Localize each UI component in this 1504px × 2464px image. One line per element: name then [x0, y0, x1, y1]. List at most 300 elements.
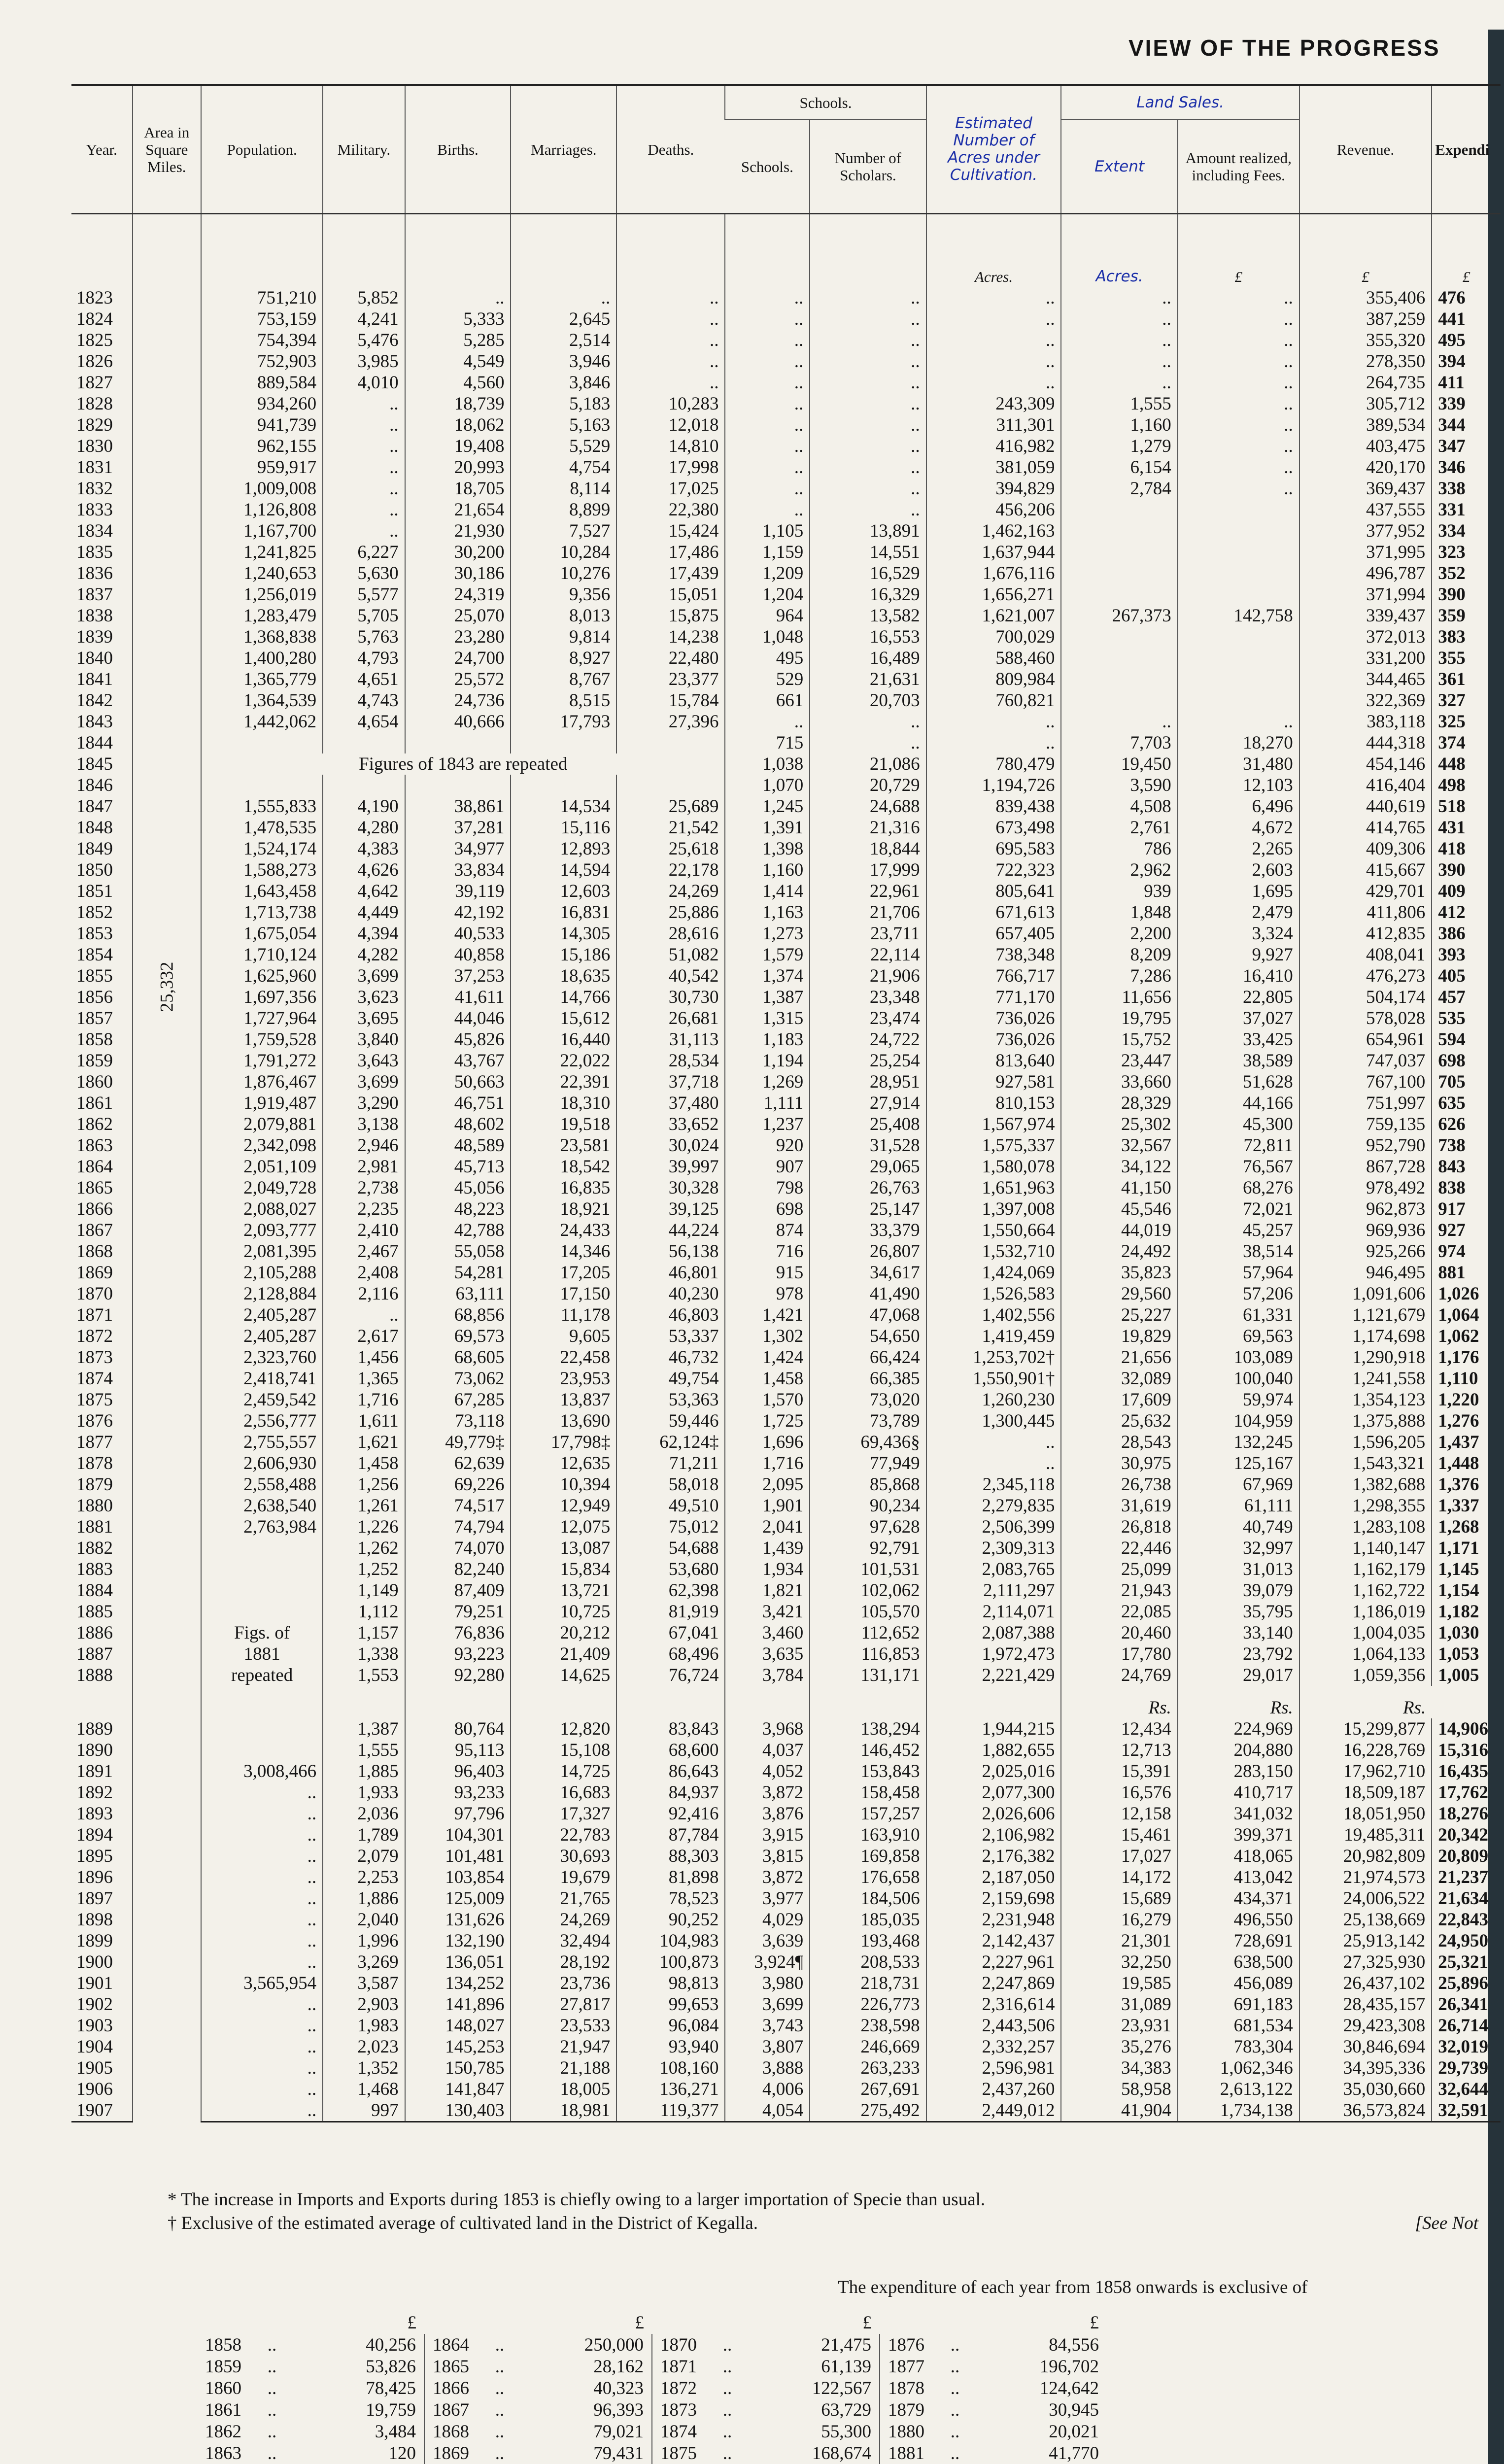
expenditure-value: 30,945: [1049, 2399, 1099, 2420]
cell-schools: 1,579: [725, 944, 810, 965]
cell-deaths: 49,510: [616, 1495, 725, 1516]
cell-schools: [616, 1686, 725, 1718]
cell-population: 1,759,528: [201, 1029, 323, 1050]
cell-cultivation: 1,550,664: [926, 1220, 1061, 1241]
cell-scholars: ..: [810, 393, 926, 414]
cell-births: 4,549: [405, 351, 511, 372]
cell-extent: ..: [1061, 711, 1177, 732]
table-row: [71, 1824, 1501, 1846]
table-row: [71, 584, 1501, 605]
cell-extent: 2,761: [1061, 817, 1177, 838]
cell-amount: 23,792: [1178, 1643, 1299, 1665]
cell-year: 1894: [76, 1825, 113, 1845]
cell-amount: 204,880: [1178, 1740, 1299, 1761]
cell-scholars: 146,452: [810, 1740, 926, 1761]
expenditure-year: 1866: [433, 2378, 469, 2398]
table-row: [71, 436, 1501, 457]
cell-amount: 2,613,122: [1178, 2079, 1299, 2100]
cell-revenue: 278,350: [1299, 351, 1432, 372]
cell-schools: 1,398: [725, 838, 810, 859]
cell-extent: 30,975: [1061, 1453, 1177, 1474]
cell-military: 1,338: [323, 1643, 405, 1665]
cell-population: 754,394: [201, 330, 323, 351]
cell-amount: 9,927: [1178, 944, 1299, 965]
footnote-specie: * The increase in Imports and Exports during 1853 is chiefly owing to a larger importation of Specie than usual.: [168, 2190, 986, 2210]
cell-births: 101,481: [405, 1846, 511, 1867]
cell-population: [201, 1559, 323, 1580]
cell-population: 2,418,741: [201, 1368, 323, 1389]
cell-revenue: 331,200: [1299, 648, 1432, 669]
expenditure-row: [197, 2421, 1107, 2442]
cell-marriages: 17,327: [511, 1803, 616, 1824]
cell-births: 20,993: [405, 457, 511, 478]
cell-schools: 529: [725, 669, 810, 690]
cell-expenditure: 323: [1432, 542, 1501, 563]
table-row: [71, 1718, 1501, 1740]
cell-births: 104,301: [405, 1824, 511, 1846]
cell-year: 1863: [76, 1135, 113, 1156]
cell-expenditure: 476: [1432, 287, 1501, 308]
cell-deaths: 22,480: [616, 648, 725, 669]
cell-extent: [1061, 584, 1177, 605]
cell-deaths: 67,041: [616, 1622, 725, 1643]
see-note: [See Not: [1415, 2213, 1478, 2233]
cell-amount: 104,959: [1178, 1410, 1299, 1432]
cell-scholars: 77,949: [810, 1453, 926, 1474]
cell-population: 2,093,777: [201, 1220, 323, 1241]
table-row: [71, 690, 1501, 711]
cell-population: 1881: [201, 1643, 323, 1665]
cell-cultivation: 416,982: [926, 436, 1061, 457]
cell-expenditure: 334: [1432, 520, 1501, 542]
cell-military: 5,763: [323, 626, 405, 648]
cell-scholars: 73,020: [810, 1389, 926, 1410]
cell-marriages: 2,514: [511, 330, 616, 351]
cell-military: 3,985: [323, 351, 405, 372]
expenditure-year: 1860: [205, 2378, 241, 2398]
cell-deaths: 75,012: [616, 1516, 725, 1538]
cell-cultivation: [810, 1686, 926, 1718]
cell-expenditure: 17,762: [1432, 1782, 1501, 1803]
cell-births: 37,253: [405, 965, 511, 987]
cell-military: ..: [323, 393, 405, 414]
cell-scholars: 34,617: [810, 1262, 926, 1283]
cell-marriages: 8,114: [511, 478, 616, 499]
cell-births: 44,046: [405, 1008, 511, 1029]
cell-births: 67,285: [405, 1389, 511, 1410]
cell-births: 148,027: [405, 2015, 511, 2036]
cell-year: 1824: [76, 309, 113, 329]
unit-expenditure: £: [1432, 214, 1501, 288]
cell-revenue: 377,952: [1299, 520, 1432, 542]
cell-extent: 3,590: [1061, 775, 1177, 796]
cell-revenue: 371,995: [1299, 542, 1432, 563]
cell-schools: 715: [725, 732, 810, 753]
cell-revenue: 925,266: [1299, 1241, 1432, 1262]
cell-revenue: 578,028: [1299, 1008, 1432, 1029]
cell-deaths: 53,363: [616, 1389, 725, 1410]
cell-births: 93,233: [405, 1782, 511, 1803]
cell-expenditure: 24,950: [1432, 1930, 1501, 1951]
cell-population: ..: [201, 1782, 323, 1803]
cell-population: 1,625,960: [201, 965, 323, 987]
cell-scholars: 27,914: [810, 1093, 926, 1114]
cell-year: 1850: [76, 860, 113, 880]
cell-expenditure: 1,268: [1432, 1516, 1501, 1538]
cell-marriages: 10,394: [511, 1474, 616, 1495]
table-row: [71, 1432, 1501, 1453]
cell-births: 92,280: [405, 1665, 511, 1686]
cell-year: 1879: [76, 1474, 113, 1495]
cell-marriages: 15,116: [511, 817, 616, 838]
cell-amount: 728,691: [1178, 1930, 1299, 1951]
cell-population: 2,105,288: [201, 1262, 323, 1283]
cell-cultivation: 2,247,869: [926, 1973, 1061, 1994]
cell-scholars: ..: [810, 436, 926, 457]
table-row: [71, 372, 1501, 393]
cell-scholars: 153,843: [810, 1761, 926, 1782]
cell-scholars: 176,658: [810, 1867, 926, 1888]
cell-cultivation: 722,323: [926, 859, 1061, 881]
cell-marriages: 7,527: [511, 520, 616, 542]
cell-extent: 19,795: [1061, 1008, 1177, 1029]
cell-schools: 1,439: [725, 1538, 810, 1559]
cell-extent: 20,460: [1061, 1622, 1177, 1643]
cell-deaths: 39,125: [616, 1198, 725, 1220]
expenditure-value: 53,826: [295, 2356, 424, 2377]
table-row: [71, 1495, 1501, 1516]
cell-military: 2,036: [323, 1803, 405, 1824]
cell-expenditure: 881: [1432, 1262, 1501, 1283]
cell-deaths: 44,224: [616, 1220, 725, 1241]
cell-population: 1,368,838: [201, 626, 323, 648]
cell-year: 1847: [76, 796, 113, 817]
expenditure-year: 1871: [660, 2356, 697, 2377]
cell-marriages: 13,837: [511, 1389, 616, 1410]
cell-expenditure: 1,276: [1432, 1410, 1501, 1432]
cell-population: 1,643,458: [201, 881, 323, 902]
cell-marriages: 18,542: [511, 1156, 616, 1177]
cell-scholars: 23,474: [810, 1008, 926, 1029]
cell-military: 5,476: [323, 330, 405, 351]
cell-deaths: 39,997: [616, 1156, 725, 1177]
cell-expenditure: 738: [1432, 1135, 1501, 1156]
table-row: [71, 1516, 1501, 1538]
cell-military: 2,116: [323, 1283, 405, 1304]
cell-revenue: 264,735: [1299, 372, 1432, 393]
table-row: [71, 1846, 1501, 1867]
cell-extent: 16,576: [1061, 1782, 1177, 1803]
cell-marriages: 12,635: [511, 1453, 616, 1474]
cell-marriages: 17,798‡: [511, 1432, 616, 1453]
table-row: [71, 1220, 1501, 1241]
cell-amount: ..: [1178, 308, 1299, 330]
cell-military: [201, 1686, 323, 1718]
table-row: [71, 1135, 1501, 1156]
cell-expenditure: 1,030: [1432, 1622, 1501, 1643]
cell-marriages: 12,820: [511, 1718, 616, 1740]
cell-expenditure: 386: [1432, 923, 1501, 944]
cell-year: 1897: [76, 1888, 113, 1909]
cell-revenue: 403,475: [1299, 436, 1432, 457]
cell-extent: 17,609: [1061, 1389, 1177, 1410]
cell-population: [201, 1740, 323, 1761]
cell-extent: 25,632: [1061, 1410, 1177, 1432]
cell-marriages: ..: [511, 287, 616, 308]
cell-marriages: [405, 1686, 511, 1718]
cell-military: 1,157: [323, 1622, 405, 1643]
cell-marriages: 8,927: [511, 648, 616, 669]
cell-year: 1901: [76, 1973, 113, 1993]
cell-cultivation: 738,348: [926, 944, 1061, 965]
cell-military: 2,253: [323, 1867, 405, 1888]
cell-expenditure: 361: [1432, 669, 1501, 690]
table-row: [71, 351, 1501, 372]
cell-military: 4,282: [323, 944, 405, 965]
cell-expenditure: 431: [1432, 817, 1501, 838]
cell-deaths: 104,983: [616, 1930, 725, 1951]
cell-extent: 12,158: [1061, 1803, 1177, 1824]
cell-amount: 39,079: [1178, 1580, 1299, 1601]
cell-marriages: 16,440: [511, 1029, 616, 1050]
cell-military: ..: [323, 1304, 405, 1326]
cell-cultivation: ..: [926, 1453, 1061, 1474]
cell-deaths: 81,898: [616, 1867, 725, 1888]
cell-military: 1,226: [323, 1516, 405, 1538]
cell-marriages: 10,725: [511, 1601, 616, 1622]
cell-cultivation: 2,142,437: [926, 1930, 1061, 1951]
cell-schools: 1,696: [725, 1432, 810, 1453]
cell-military: 2,410: [323, 1220, 405, 1241]
cell-births: 42,192: [405, 902, 511, 923]
cell-births: 42,788: [405, 1220, 511, 1241]
cell-population: ..: [201, 1930, 323, 1951]
expenditure-year: 1858: [205, 2334, 241, 2355]
cell-revenue: 411,806: [1299, 902, 1432, 923]
cell-schools: 3,888: [725, 2057, 810, 2079]
cell-extent: 1,555: [1061, 393, 1177, 414]
cell-marriages: 13,690: [511, 1410, 616, 1432]
cell-scholars: 54,650: [810, 1326, 926, 1347]
cell-expenditure: 352: [1432, 563, 1501, 584]
cell-expenditure: 390: [1432, 584, 1501, 605]
cell-military: 3,290: [323, 1093, 405, 1114]
header-year: Year.: [86, 140, 117, 158]
cell-deaths: 15,051: [616, 584, 725, 605]
cell-cultivation: 2,111,297: [926, 1580, 1061, 1601]
cell-births: 132,190: [405, 1930, 511, 1951]
table-row: [71, 1665, 1501, 1686]
cell-cultivation: 381,059: [926, 457, 1061, 478]
cell-population: 1,713,738: [201, 902, 323, 923]
cell-marriages: 12,075: [511, 1516, 616, 1538]
cell-revenue: 19,485,311: [1299, 1824, 1432, 1846]
table-row: [71, 1782, 1501, 1803]
cell-cultivation: ..: [926, 287, 1061, 308]
cell-schools: ..: [725, 436, 810, 457]
cell-revenue: 867,728: [1299, 1156, 1432, 1177]
cell-revenue: 1,354,123: [1299, 1389, 1432, 1410]
cell-births: 73,062: [405, 1368, 511, 1389]
cell-cultivation: 2,449,012: [926, 2100, 1061, 2122]
cell-revenue: 344,465: [1299, 669, 1432, 690]
cell-population: 1,400,280: [201, 648, 323, 669]
cell-extent: 14,172: [1061, 1867, 1177, 1888]
cell-expenditure: 418: [1432, 838, 1501, 859]
cell-marriages: 17,793: [511, 711, 616, 732]
cell-expenditure: 327: [1432, 690, 1501, 711]
cell-marriages: 19,518: [511, 1114, 616, 1135]
cell-revenue: 1,186,019: [1299, 1601, 1432, 1622]
cell-population: 2,405,287: [201, 1326, 323, 1347]
cell-amount: 2,265: [1178, 838, 1299, 859]
table-row: [71, 2100, 1501, 2122]
cell-revenue: 1,121,679: [1299, 1304, 1432, 1326]
cell-schools: 874: [725, 1220, 810, 1241]
cell-marriages: 15,834: [511, 1559, 616, 1580]
cell-scholars: 22,961: [810, 881, 926, 902]
cell-deaths: 46,732: [616, 1347, 725, 1368]
cell-revenue: 751,997: [1299, 1093, 1432, 1114]
cell-amount: ..: [1178, 372, 1299, 393]
cell-marriages: 21,947: [511, 2036, 616, 2057]
cell-deaths: 90,252: [616, 1909, 725, 1930]
cell-year: 1870: [76, 1284, 113, 1304]
cell-expenditure: 1,376: [1432, 1474, 1501, 1495]
cell-revenue: 34,395,336: [1299, 2057, 1432, 2079]
cell-scholars: 69,436§: [810, 1432, 926, 1453]
cell-military: 4,654: [323, 711, 405, 732]
cell-revenue: 27,325,930: [1299, 1951, 1432, 1973]
cell-marriages: 16,683: [511, 1782, 616, 1803]
cell-births: 5,333: [405, 308, 511, 330]
cell-amount: 3,324: [1178, 923, 1299, 944]
cell-scholars: 20,729: [810, 775, 926, 796]
cell-schools: 1,414: [725, 881, 810, 902]
cell-revenue: 355,406: [1299, 287, 1432, 308]
cell-schools: ..: [725, 499, 810, 520]
cell-schools: 1,424: [725, 1347, 810, 1368]
cell-population: 1,240,653: [201, 563, 323, 584]
cell-expenditure: 974: [1432, 1241, 1501, 1262]
cell-marriages: 14,725: [511, 1761, 616, 1782]
cell-births: 103,854: [405, 1867, 511, 1888]
cell-amount: [1178, 499, 1299, 520]
cell-extent: 31,619: [1061, 1495, 1177, 1516]
cell-expenditure: 331: [1432, 499, 1501, 520]
expenditure-dots: ..: [495, 2443, 505, 2464]
cell-schools: 1,183: [725, 1029, 810, 1050]
cell-cultivation: 1,402,556: [926, 1304, 1061, 1326]
cell-year: 1862: [76, 1114, 113, 1134]
cell-year: 1906: [76, 2079, 113, 2099]
cell-extent: 786: [1061, 838, 1177, 859]
cell-births: 21,930: [405, 520, 511, 542]
cell-year: 1880: [76, 1496, 113, 1516]
cell-year: 1837: [76, 584, 113, 605]
cell-revenue: 18,509,187: [1299, 1782, 1432, 1803]
table-row: [71, 1888, 1501, 1909]
cell-births: 24,736: [405, 690, 511, 711]
cell-military: 997: [323, 2100, 405, 2122]
expenditure-value: 122,567: [750, 2377, 880, 2399]
cell-expenditure: 495: [1432, 330, 1501, 351]
table-row: [71, 308, 1501, 330]
cell-extent: [1061, 520, 1177, 542]
cell-schools: 716: [725, 1241, 810, 1262]
cell-revenue: 1,162,722: [1299, 1580, 1432, 1601]
expenditure-dots: ..: [950, 2399, 960, 2420]
cell-military: 2,903: [323, 1994, 405, 2015]
cell-year: 1860: [76, 1072, 113, 1092]
cell-year: 1852: [76, 902, 113, 923]
cell-revenue: 429,701: [1299, 881, 1432, 902]
table-row: [71, 1093, 1501, 1114]
cell-marriages: 16,835: [511, 1177, 616, 1198]
cell-cultivation: 2,506,399: [926, 1516, 1061, 1538]
cell-expenditure: 1,337: [1432, 1495, 1501, 1516]
expenditure-dots: ..: [495, 2399, 505, 2420]
cell-military: 4,743: [323, 690, 405, 711]
cell-extent: 35,276: [1061, 2036, 1177, 2057]
cell-births: 21,654: [405, 499, 511, 520]
cell-revenue: 1,375,888: [1299, 1410, 1432, 1432]
cell-cultivation: 1,567,974: [926, 1114, 1061, 1135]
cell-cultivation: 311,301: [926, 414, 1061, 436]
cell-amount: 691,183: [1178, 1994, 1299, 2015]
cell-military: 1,256: [323, 1474, 405, 1495]
cell-revenue: 35,030,660: [1299, 2079, 1432, 2100]
table-row: [71, 1761, 1501, 1782]
cell-scholars: ..: [810, 499, 926, 520]
cell-population: 2,459,542: [201, 1389, 323, 1410]
cell-births: 73,118: [405, 1410, 511, 1432]
cell-schools: 3,872: [725, 1782, 810, 1803]
cell-amount: 100,040: [1178, 1368, 1299, 1389]
cell-deaths: 59,446: [616, 1410, 725, 1432]
cell-revenue: 408,041: [1299, 944, 1432, 965]
cell-births: 30,200: [405, 542, 511, 563]
cell-extent: 25,227: [1061, 1304, 1177, 1326]
cell-extent: 2,962: [1061, 859, 1177, 881]
cell-scholars: 185,035: [810, 1909, 926, 1930]
cell-cultivation: 1,462,163: [926, 520, 1061, 542]
cell-year: [71, 1686, 133, 1718]
cell-expenditure: 535: [1432, 1008, 1501, 1029]
cell-amount: 456,089: [1178, 1973, 1299, 1994]
cell-marriages: 13,087: [511, 1538, 616, 1559]
cell-births: 24,700: [405, 648, 511, 669]
cell-cultivation: 1,526,583: [926, 1283, 1061, 1304]
cell-deaths: 46,803: [616, 1304, 725, 1326]
cell-marriages: 14,305: [511, 923, 616, 944]
cell-military: 1,149: [323, 1580, 405, 1601]
cell-population: ..: [201, 1867, 323, 1888]
cell-military: 5,577: [323, 584, 405, 605]
cell-military: 3,587: [323, 1973, 405, 1994]
cell-births: 46,751: [405, 1093, 511, 1114]
cell-births: 43,767: [405, 1050, 511, 1071]
cell-deaths: 28,616: [616, 923, 725, 944]
cell-scholars: 73,789: [810, 1410, 926, 1432]
cell-amount: 496,550: [1178, 1909, 1299, 1930]
cell-population: 1,364,539: [201, 690, 323, 711]
cell-year: 1845: [76, 754, 113, 774]
cell-cultivation: 2,221,429: [926, 1665, 1061, 1686]
cell-marriages: 12,893: [511, 838, 616, 859]
cell-year: 1886: [76, 1623, 113, 1643]
cell-extent: 26,738: [1061, 1474, 1177, 1495]
